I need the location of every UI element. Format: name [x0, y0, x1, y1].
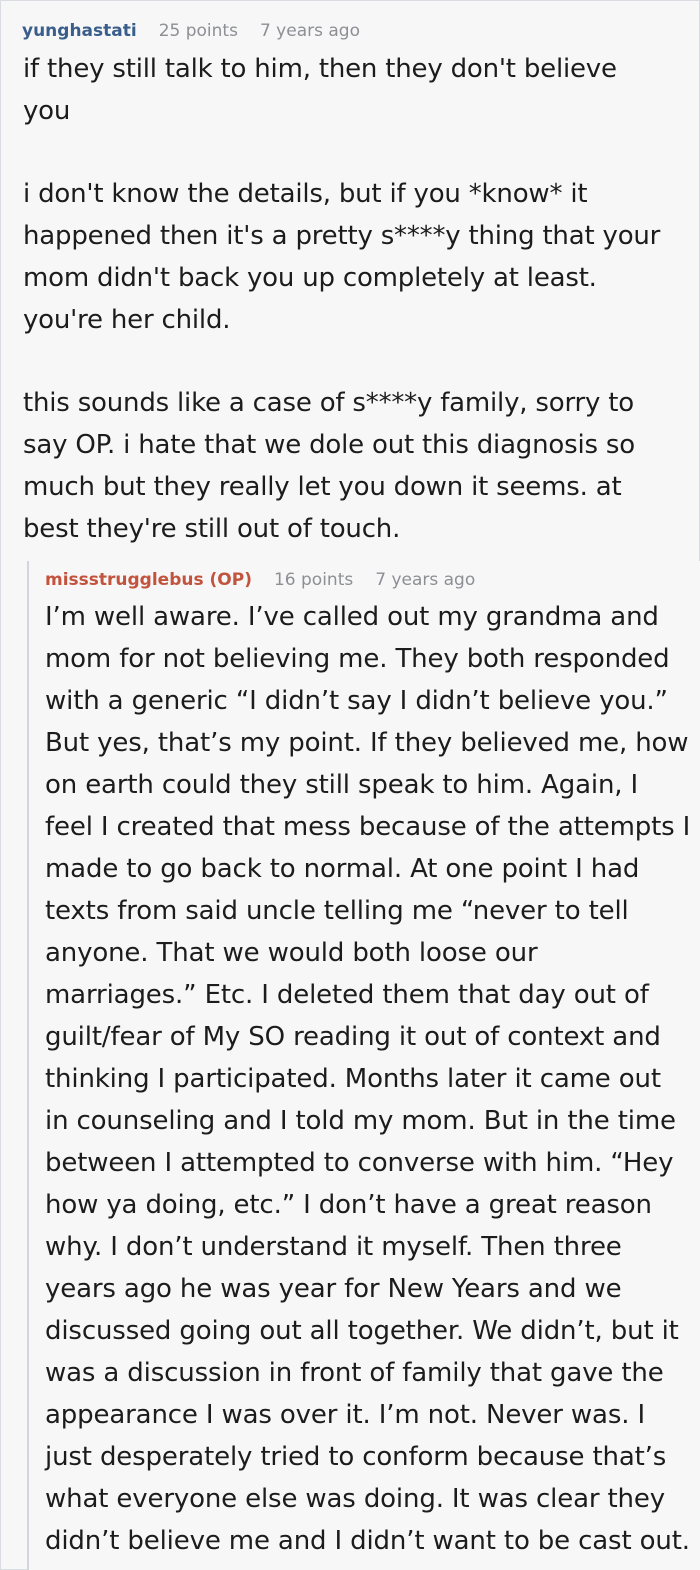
comment-paragraph: if they still talk to him, then they don't believe you	[23, 54, 617, 126]
reply-body	[45, 596, 691, 1562]
reply-points: 16 points	[273, 570, 354, 590]
reply-timestamp[interactable]: 7 years ago	[375, 570, 476, 590]
comment-meta	[22, 21, 360, 41]
comment-body	[23, 49, 663, 551]
reply-text: I’m well aware. I’ve called out my grandma and mom for not believing me. They both responded with a generic “I didn’t say I didn’t believe you.” But yes, that’s my point. If they believed me, how on earth could they still speak to him. Again, I feel I created that mess because of the attempts I made to go back to normal. At one point I had texts from said uncle telling me “never to tell anyone. That we would both loose our marriages.” Etc. I deleted them that day out of guilt/fear of My SO reading it out of context and thinking I participated. Months later it came out in counseling and I told my mom. But in the time between I attempted to converse with him. “Hey how ya doing, etc.” I don’t have a great reason why. I don’t understand it myself. Then three years ago he was year for New Years and we discussed going out all together. We didn’t, but it was a discussion in front of family that gave the appearance I was over it. I’m not. Never was. I just desperately tried to conform because that’s what everyone else was doing. It was clear they didn’t believe me and I didn’t want to be cast out.	[45, 602, 691, 1556]
reply-author[interactable]: missstrugglebus (OP)	[45, 570, 252, 590]
comment-author[interactable]: yunghastati	[22, 21, 137, 41]
comment-points: 25 points	[158, 21, 238, 41]
comment-paragraph: i don't know the details, but if you *know* it happened then it's a pretty s****y thing that your mom didn't back you up completely at least. you're her child.	[23, 179, 661, 335]
comment-paragraph: this sounds like a case of s****y family, sorry to say OP. i hate that we dole out this diagnosis so much but they really let you down it seems. at best they're still out of touch.	[23, 388, 635, 544]
reply-meta	[45, 570, 475, 590]
comment-timestamp[interactable]: 7 years ago	[259, 21, 360, 41]
op-reply-comment	[27, 561, 700, 1570]
